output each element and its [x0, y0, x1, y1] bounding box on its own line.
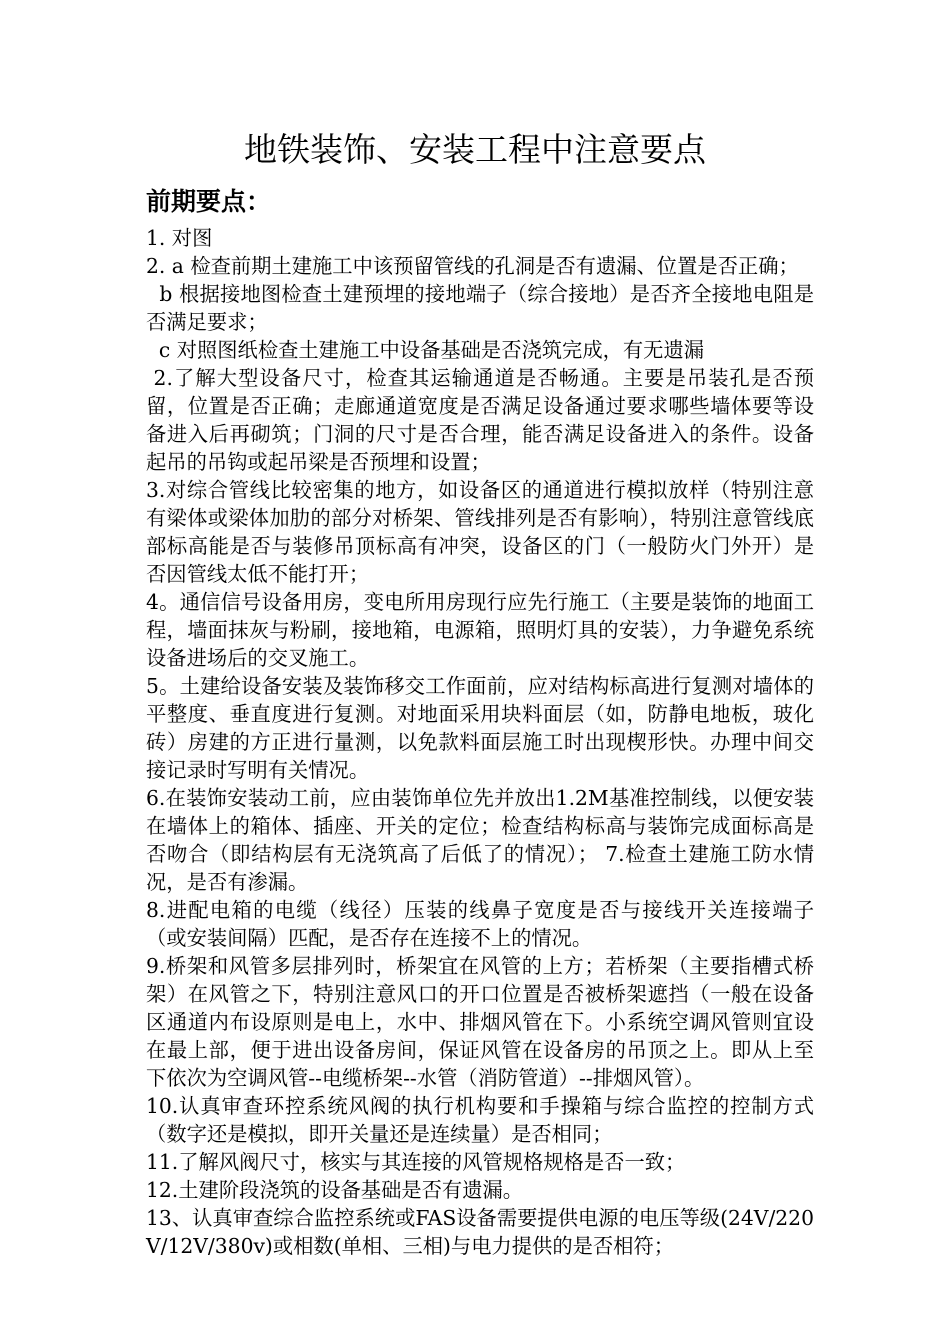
paragraph-item-5: 5。土建给设备安装及装饰移交工作面前，应对结构标高进行复测对墙体的平整度、垂直度进行复测。对地面采用块料面层（如，防静电地板，玻化砖）房建的方正进行量测，以免款料面层施工时出现楔形快。办理中间交接记录时写明有关情况。	[146, 674, 814, 782]
document-title: 地铁装饰、安装工程中注意要点	[244, 130, 706, 169]
paragraph-item-8: 8.进配电箱的电缆（线径）压装的线鼻子宽度是否与接线开关连接端子（或安装间隔）匹配，是否存在连接不上的情况。	[146, 898, 814, 950]
paragraph-item-10: 10.认真审查环控系统风阀的执行机构要和手操箱与综合监控的控制方式（数字还是模拟，即开关量还是连续量）是否相同；	[146, 1094, 814, 1146]
paragraph-item-1: 1. 对图	[146, 226, 213, 250]
paragraph-item-9: 9.桥架和风管多层排列时，桥架宜在风管的上方；若桥架（主要指槽式桥架）在风管之下，特别注意风口的开口位置是否被桥架遮挡（一般在设备区通道内布设原则是电上，水中、排烟风管在下。小系统空调风管则宜设在最上部，便于进出设备房间，保证风管在设备房的吊顶之上。即从上至下依次为空调风管--电缆桥架--水管（消防管道）--排烟风管）。	[146, 954, 814, 1090]
paragraph-item-equipment-size: 2.了解大型设备尺寸，检查其运输通道是否畅通。主要是吊装孔是否预留，位置是否正确；走廊通道宽度是否满足设备通过要求哪些墙体要等设备进入后再砌筑；门洞的尺寸是否合理，能否满足设备进入的条件。设备起吊的吊钩或起吊梁是否预埋和设置；	[146, 366, 814, 474]
paragraph-item-3: 3.对综合管线比较密集的地方，如设备区的通道进行模拟放样（特别注意有梁体或梁体加肋的部分对桥架、管线排列是否有影响），特别注意管线底部标高能是否与装修吊顶标高有冲突，设备区的门（一般防火门外开）是否因管线太低不能打开；	[146, 478, 814, 586]
document-body	[146, 224, 814, 1260]
paragraph-item-4: 4。通信信号设备用房，变电所用房现行应先行施工（主要是装饰的地面工程，墙面抹灰与粉刷，接地箱，电源箱，照明灯具的安装），力争避免系统设备进场后的交叉施工。	[146, 590, 814, 670]
paragraph-item-12: 12.土建阶段浇筑的设备基础是否有遗漏。	[146, 1178, 524, 1202]
paragraph-item-11: 11.了解风阀尺寸，核实与其连接的风管规格规格是否一致；	[146, 1150, 686, 1174]
paragraph-item-2b: b 根据接地图检查土建预埋的接地端子（综合接地）是否齐全接地电阻是否满足要求；	[146, 282, 814, 334]
paragraph-item-2c: c 对照图纸检查土建施工中设备基础是否浇筑完成，有无遗漏	[146, 338, 705, 362]
paragraph-item-2a: 2. a 检查前期土建施工中该预留管线的孔洞是否有遗漏、位置是否正确；	[146, 254, 799, 278]
paragraph-item-6: 6.在装饰安装动工前，应由装饰单位先并放出1.2M基准控制线，以便安装在墙体上的箱体、插座、开关的定位；检查结构标高与装饰完成面标高是否吻合（即结构层有无浇筑高了后低了的情况）； 7.检查土建施工防水情况，是否有渗漏。	[146, 786, 814, 894]
section-heading: 前期要点：	[146, 187, 272, 216]
paragraph-item-13: 13、认真审查综合监控系统或FAS设备需要提供电源的电压等级(24V/220V/12V/380v)或相数(单相、三相)与电力提供的是否相符；	[146, 1206, 814, 1258]
